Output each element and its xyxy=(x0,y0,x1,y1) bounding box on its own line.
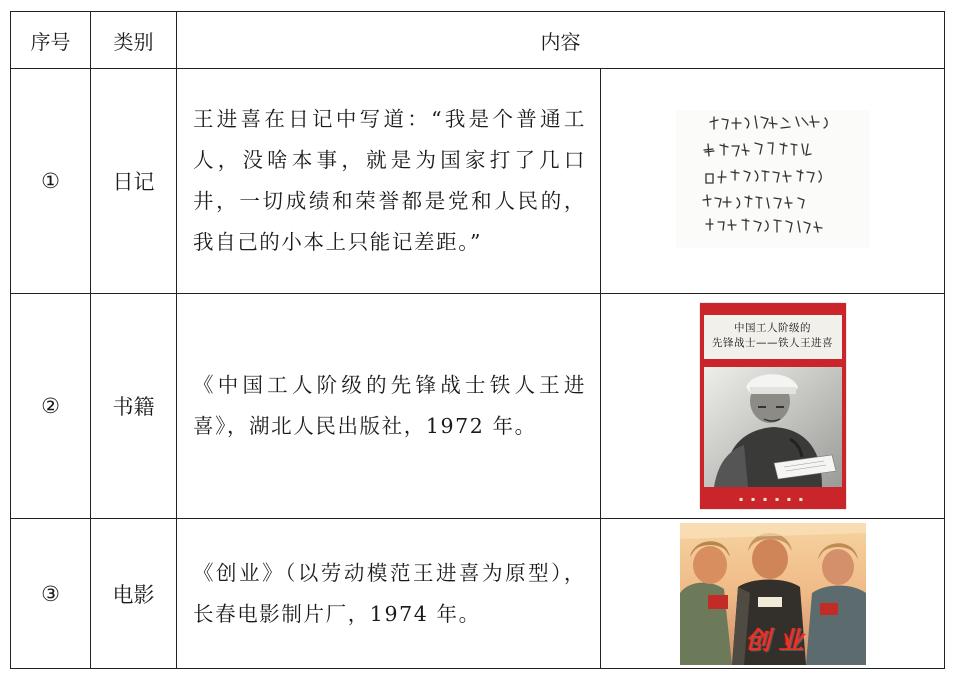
row-content-text: 王进喜在日记中写道：“我是个普通工人，没啥本事，就是为国家打了几口井，一切成绩和荣誉都是党和人民的，我自己的小本上只能记差距。” xyxy=(177,69,601,294)
info-table xyxy=(10,11,945,669)
row-content-text: 《中国工人阶级的先锋战士铁人王进喜》，湖北人民出版社，1972 年。 xyxy=(177,294,601,519)
book-cover-title xyxy=(704,315,842,359)
header-no: 序号 xyxy=(11,12,91,69)
row-number: ② xyxy=(11,294,91,519)
book-publisher-mark: ▪ ▪ ▪ ▪ ▪ ▪ xyxy=(739,496,806,503)
table-row xyxy=(11,69,945,294)
portrait-photo xyxy=(704,367,842,487)
header-content: 内容 xyxy=(177,12,945,69)
book-title-line: 中国工人阶级的 xyxy=(734,322,811,334)
table-header-row xyxy=(11,12,945,69)
row-content-text: 《创业》（以劳动模范王进喜为原型），长春电影制片厂，1974 年。 xyxy=(177,519,601,669)
row-category: 电影 xyxy=(91,519,177,669)
book-cover-image xyxy=(700,303,846,509)
table-row xyxy=(11,294,945,519)
row-image-cell xyxy=(601,69,945,294)
film-poster-image xyxy=(680,523,866,665)
book-title-line: 先锋战士——铁人王进喜 xyxy=(712,337,833,349)
row-number: ③ xyxy=(11,519,91,669)
table-row xyxy=(11,519,945,669)
row-image-cell xyxy=(601,294,945,519)
row-category: 日记 xyxy=(91,69,177,294)
handwritten-diary-image xyxy=(676,110,870,248)
row-image-cell xyxy=(601,519,945,669)
poster-title: 创业 xyxy=(745,625,812,655)
header-category: 类别 xyxy=(91,12,177,69)
row-category: 书籍 xyxy=(91,294,177,519)
row-number: ① xyxy=(11,69,91,294)
handwriting-strokes xyxy=(676,110,870,248)
book-cover-photo xyxy=(704,367,842,487)
